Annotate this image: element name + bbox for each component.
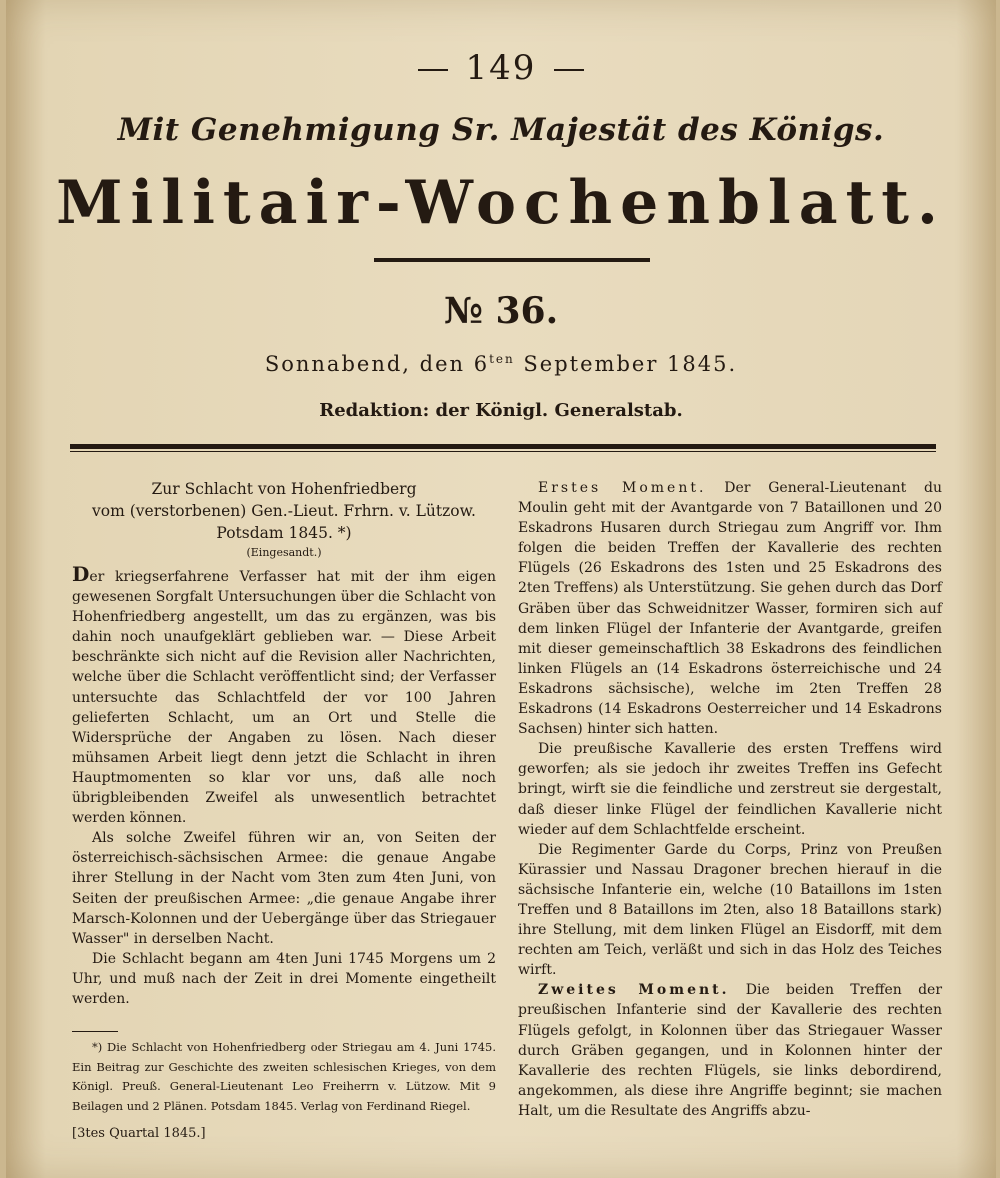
paragraph-1: Der kriegserfahrene Verfasser hat mit der ihm eigen gewesenen Sorgfalt Untersuchungen über die Schlacht von Hohenfriedberg angestellt, um das zu ergänzen, was bis dahin noch unaufgeklärt geblieben war. — Diese Arbeit beschränkte sich nicht auf die Revision aller Nachrichten, welche über die Schlacht veröffentlicht sind; der Verfasser untersuchte das Schlachtfeld der vor 100 Jahren gelieferten Schlacht, um an Ort und Stelle die Widersprüche der Angaben zu lösen. Nach dieser mühsamen Arbeit liegt denn jetzt die Schlacht in ihren Hauptmomenten so klar vor uns, daß alle noch übrigbleibenden Zweifel als unwesentlich betrachtet werden können. bbox=[72, 562, 496, 827]
editorial-line: Redaktion: der Königl. Generalstab. bbox=[319, 400, 683, 421]
right-column bbox=[518, 478, 942, 1121]
left-column bbox=[72, 478, 496, 1144]
footnote: *) Die Schlacht von Hohenfriedberg oder Striegau am 4. Juni 1745. Ein Beitrag zur Geschichte des zweiten schlesischen Krieges, von dem Königl. Preuß. General-Lieutenant Leo Freiherrn v. Lützow. Mit 9 Beilagen und 2 Plänen. Potsdam 1845. Verlag von Ferdinand Riegel. bbox=[72, 1040, 496, 1113]
masthead-title: Militair-Wochenblatt. bbox=[56, 168, 946, 238]
paragraph-r4: Zweites Moment. Die beiden Treffen der preußischen Infanterie sind der Kavallerie des rechten Flügels gefolgt, in Kolonnen über das Striegauer Wasser durch Gräben gegangen, und in Kolonnen hinter der Kavallerie des rechten Flügels, sie links debordirend, angekommen, als diese ihre Angriffe beginnt; sie machen Halt, um die Resultate des Angriffs abzu- bbox=[518, 982, 943, 1119]
dateline: Sonnabend, den $6^{ten}$ September 1845. bbox=[264, 352, 738, 376]
paragraph-r3: Die Regimenter Garde du Corps, Prinz von Preußen Kürassier und Nassau Dragoner brechen hierauf in die sächsische Infanterie ein, welche (10 Bataillons im 1sten Treffen und 8 Bataillons im 2ten, also 18 Bataillons stark) ihre Stellung, mit dem linken Flügel an Eisdorff, mit dem rechten am Teich, verläßt und sich in das Holz des Teiches wirft. bbox=[518, 841, 942, 979]
footnote-rule bbox=[72, 1031, 118, 1032]
issue-number: № 36. bbox=[443, 290, 559, 332]
masthead-rule bbox=[374, 258, 650, 262]
drop-cap: D bbox=[72, 562, 90, 586]
page-number: 149 bbox=[6, 48, 996, 88]
quartal-marker: [3tes Quartal 1845.] bbox=[72, 1126, 206, 1142]
header-double-rule bbox=[70, 444, 936, 452]
newspaper-page bbox=[6, 0, 996, 1178]
paragraph-3: Die Schlacht begann am 4ten Juni 1745 Morgens um 2 Uhr, und muß nach der Zeit in drei Momente eingetheilt werden. bbox=[72, 950, 496, 1007]
dash-left bbox=[418, 69, 448, 71]
dash-right bbox=[554, 69, 584, 71]
article-title: Zur Schlacht von Hohenfriedberg vom (verstorbenen) Gen.-Lieut. Frhrn. v. Lützow. Potsdam 1845. *) bbox=[92, 480, 476, 542]
paragraph-r2: Die preußische Kavallerie des ersten Treffens wird geworfen; als sie jedoch ihr zweites Treffen ins Gefecht bringt, wirft sie die feindliche und zerstreut sie dergestalt, daß dieser linke Flügel der feindlichen Kavallerie nicht wieder auf dem Schlachtfelde erscheint. bbox=[518, 741, 942, 838]
submitted-note: (Eingesandt.) bbox=[246, 546, 322, 559]
paragraph-r1: Erstes Moment. Der General-Lieutenant du Moulin geht mit der Avantgarde von 7 Bataillonen und 20 Eskadrons Husaren durch Striegau zum Angriff vor. Ihm folgen die beiden Treffen der Kavallerie des rechten Flügels (26 Eskadrons des 1sten und 25 Eskadrons des 2ten Treffens) als Unterstützung. Sie gehen durch das Dorf Gräben über das Schweidnitzer Wasser, formiren sich auf dem linken Flügel der Infanterie der Avantgarde, greifen mit dieser gemeinschaftlich 38 Eskadrons des feindlichen linken Flügels an (14 Eskadrons österreichische und 24 Eskadrons sächsische), welche im 2ten Treffen 28 Eskadrons (14 Eskadrons Oesterreicher und 14 Eskadrons Sachsen) hinter sich hatten. bbox=[518, 480, 943, 738]
paragraph-2: Als solche Zweifel führen wir an, von Seiten der österreichisch-sächsischen Armee: die genaue Angabe ihrer Stellung in der Nacht vom 3ten zum 4ten Juni, von Seiten der preußischen Armee: „die genaue Angabe ihrer Marsch-Kolonnen und der Uebergänge über das Striegauer Wasser" in derselben Nacht. bbox=[72, 830, 496, 947]
approval-line: Mit Genehmigung Sr. Majestät des Königs. bbox=[117, 112, 885, 148]
